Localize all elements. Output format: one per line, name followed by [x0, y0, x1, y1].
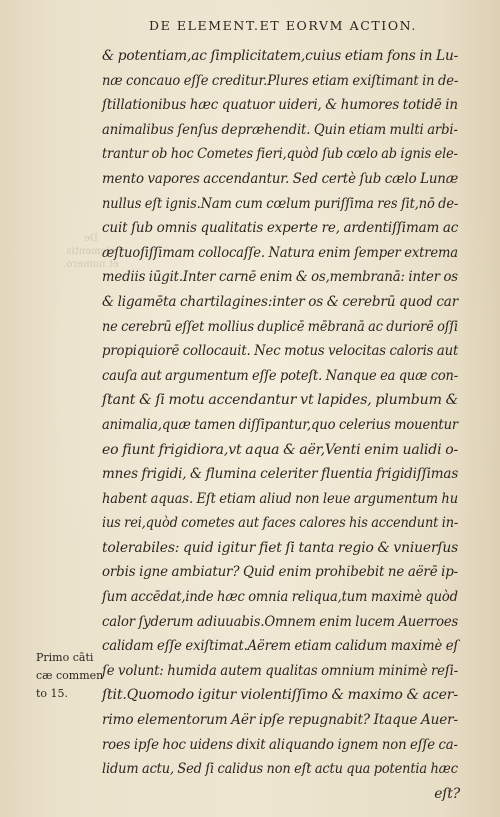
show-through-text: De elementis et numero.	[63, 233, 119, 270]
text-line: eſt?	[434, 785, 460, 802]
text-line: eo fiunt frigidiora,vt aqua & aër,Venti enim ualidi o-	[102, 441, 459, 458]
text-line: tolerabiles: quid igitur fiet ſi tanta regio & vniuerſus	[102, 539, 459, 556]
text-line: habent aquas. Eſt etiam aliud non leue argumentum hu	[102, 490, 458, 507]
text-line: calor ſyderum adiuuabis.Omnem enim lucem Auerroes	[102, 613, 459, 630]
text-line: lidum actu, Sed ſi calidus non eſt actu qua potentia hæc	[102, 761, 458, 778]
text-line: & ligamēta chartilagines:inter os & cerebrū quod car	[102, 293, 459, 310]
text-line: roes ipſe hoc uidens dixit aliquando ignem non eſſe ca-	[102, 736, 458, 753]
text-line: ſtant & ſi motu accendantur vt lapides, plumbum &	[102, 392, 459, 409]
text-line: cauſa aut argumentum eſſe poteſt. Nanque ea quæ con-	[102, 367, 458, 384]
text-line: ſum accēdat,inde hæc omnia reliqua,tum maximè quòd	[102, 589, 458, 606]
text-line: æſtuoſiſſimam collocaſſe. Natura enim ſemper extrema	[102, 244, 458, 261]
text-line: calidam eſſe exiſtimat.Aërem etiam calidum maximè eſ	[102, 638, 459, 655]
text-line: mento vapores accendantur. Sed certè ſub cælo Lunæ	[102, 170, 459, 187]
text-line: mediis iūgit.Inter carnē enim & os,membranā: inter os	[102, 269, 458, 286]
text-line: animalia,quæ tamen diſſipantur,quo celerius mouentur	[102, 416, 459, 433]
margin-note	[36, 649, 104, 703]
margin-note-line: cæ commen	[36, 669, 104, 682]
text-line: ius rei,quòd cometes aut faces calores his accendunt in-	[102, 515, 459, 532]
text-line: propiquiorē collocauit. Nec motus velocitas caloris aut	[102, 343, 459, 360]
text-line: ſtillationibus hæc quatuor uideri, & humores totidē in	[102, 97, 458, 114]
text-line: ſe volunt: humida autem qualitas omnium minimè reſi-	[102, 662, 459, 679]
text-line: nullus eſt ignis.Nam cum cœlum puriſſima res ſit,nō de-	[102, 195, 459, 212]
text-line: ne cerebrū eſſet mollius duplicē mēbranā ac duriorē oſſi	[102, 318, 458, 335]
body-text	[102, 44, 462, 806]
margin-note-line: Primo cāti	[36, 651, 94, 664]
text-line: cuit ſub omnis qualitatis experte re, ardentiſſimam ac	[102, 220, 459, 237]
text-line: & potentiam,ac ſimplicitatem,cuius etiam fons in Lu-	[102, 48, 459, 64]
text-line: næ concauo eſſe creditur.Plures etiam exiſtimant in de-	[102, 72, 459, 89]
running-head: DE ELEMENT.ET EORVM ACTION.	[148, 18, 417, 33]
text-line: orbis igne ambiatur? Quid enim prohibebit ne aërē ip-	[102, 564, 459, 581]
margin-note-line: to 15.	[36, 687, 69, 700]
text-line: ſtit.Quomodo igitur violentiſſimo & maximo & acer-	[102, 687, 458, 704]
text-line: trantur ob hoc Cometes fieri,quòd ſub cœlo ab ignis ele-	[102, 146, 458, 163]
text-line: animalibus ſenſus depræhendit. Quin etiam multi arbi-	[102, 121, 458, 138]
text-line: mnes frigidi, & flumina celeriter fluentia frigidiſſimas	[102, 466, 459, 483]
text-line: rimo elementorum Aër ipſe repugnabit? Itaque Auer-	[102, 712, 458, 729]
